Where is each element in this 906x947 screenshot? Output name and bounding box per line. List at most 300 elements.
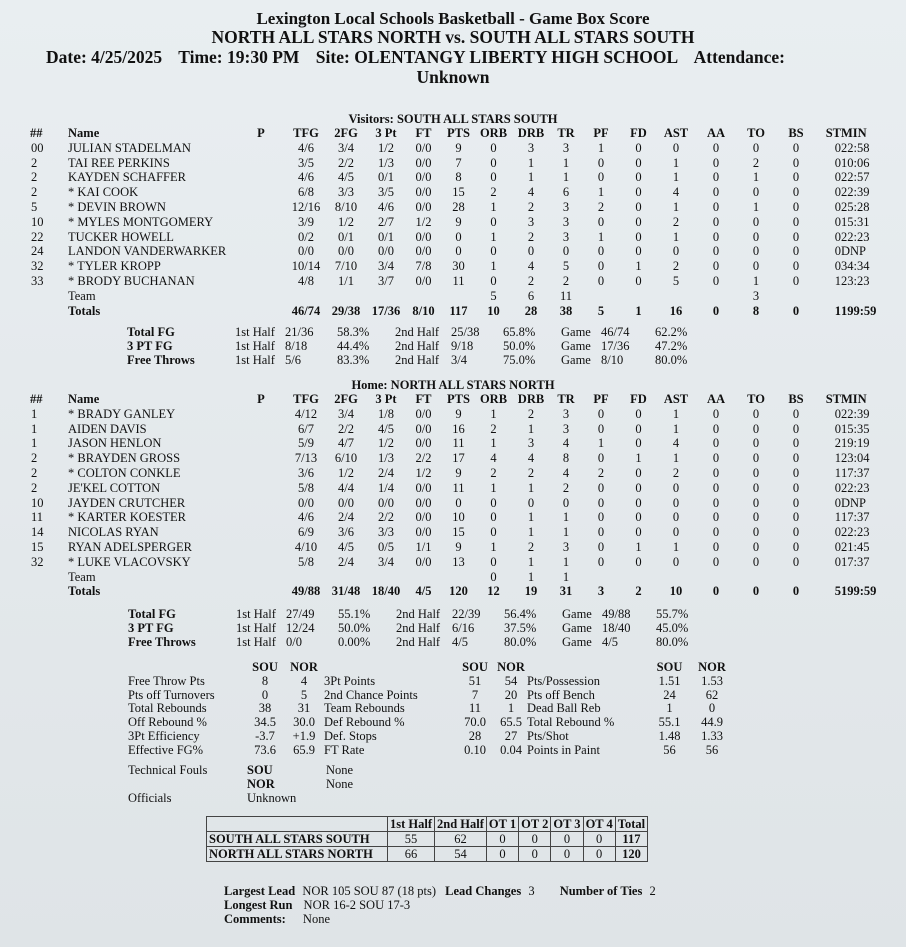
column-header-row xyxy=(30,126,895,141)
home-shooting-splits xyxy=(128,607,706,649)
attendance-label: Attendance: xyxy=(693,47,785,67)
visitors-box-table xyxy=(30,126,895,318)
stat-cell: 31 xyxy=(559,584,573,599)
split-value: 75.0% xyxy=(503,353,536,367)
stat-cell: 0 xyxy=(712,273,720,288)
ties-value: 2 xyxy=(649,884,656,898)
split-row xyxy=(128,621,706,635)
stat-cell: 0 xyxy=(752,259,760,274)
stat-cell: 0 xyxy=(490,525,497,540)
stat-cell: 21:45 xyxy=(841,539,870,554)
stat-label: Free Throw Pts xyxy=(128,673,205,688)
home-box-table xyxy=(30,392,895,599)
stat-cell: 3/5 xyxy=(378,185,394,200)
stat-cell: 0 xyxy=(490,170,497,185)
player-row xyxy=(30,141,895,156)
game-date: Date: 4/25/2025 xyxy=(46,47,163,67)
split-value: 2nd Half xyxy=(396,621,441,635)
stat-cell: 0 xyxy=(792,480,800,495)
split-value: 27/49 xyxy=(286,607,315,621)
stat-cell: 1 xyxy=(672,155,680,170)
stats-header: SOU xyxy=(252,660,278,674)
stat-value: 0.04 xyxy=(500,742,522,757)
period-header: OT 3 xyxy=(551,817,583,832)
stat-cell: 0/0 xyxy=(298,495,314,510)
stat-cell: 0 xyxy=(834,495,841,510)
split-row xyxy=(127,325,705,339)
player-row xyxy=(30,496,895,511)
stat-cell: 3/4 xyxy=(338,140,354,155)
stat-cell: 2 xyxy=(527,539,535,554)
attendance-value: Unknown xyxy=(416,67,490,87)
player-row xyxy=(30,200,895,215)
stat-cell: 5 xyxy=(490,288,497,303)
stat-cell: 0 xyxy=(752,140,760,155)
stat-cell: 0 xyxy=(490,244,497,259)
stat-cell: 6/8 xyxy=(298,185,314,200)
stat-cell: Team xyxy=(68,569,96,584)
period-score: 0 xyxy=(551,847,583,862)
stat-cell: 15 xyxy=(452,185,465,200)
split-value: 18/40 xyxy=(602,621,631,635)
player-row xyxy=(30,185,895,200)
stat-cell: 22:23 xyxy=(841,525,870,540)
stat-cell: 0 xyxy=(455,229,462,244)
stat-cell: 1 xyxy=(527,170,535,185)
stat-cell: 1 xyxy=(562,155,570,170)
stat-cell xyxy=(736,570,776,585)
stat-cell: 2 xyxy=(31,480,38,495)
player-name: * BRODY BUCHANAN xyxy=(68,273,195,288)
stat-cell: 49/88 xyxy=(291,584,321,599)
column-header: TR xyxy=(557,126,575,140)
stat-cell: 0 xyxy=(490,155,497,170)
stats-header: NOR xyxy=(698,660,726,674)
stat-cell: 3 xyxy=(562,406,570,421)
split-value: 62.2% xyxy=(655,325,688,339)
stat-cell: 0 xyxy=(597,510,605,525)
stat-cell: 0 xyxy=(752,214,760,229)
period-header: OT 4 xyxy=(583,817,615,832)
stat-cell: 33 xyxy=(31,273,44,288)
stat-cell: 3 xyxy=(527,140,535,155)
stat-cell xyxy=(621,570,656,585)
stat-cell: 1 xyxy=(31,421,38,436)
stats-row xyxy=(128,744,732,758)
stat-value: 55.1 xyxy=(658,715,681,730)
stat-cell: 1 xyxy=(562,554,570,569)
stats-header xyxy=(128,661,246,675)
stat-cell: 8 xyxy=(562,451,570,466)
period-score: 0 xyxy=(583,832,615,847)
stat-cell: 3/4 xyxy=(338,406,354,421)
total-score: 117 xyxy=(615,832,647,847)
stat-cell: 1 xyxy=(752,273,760,288)
stat-cell xyxy=(236,170,286,185)
stat-cell: 0 xyxy=(597,554,605,569)
stat-cell: 4/5 xyxy=(338,539,354,554)
stat-cell: 2/4 xyxy=(378,465,394,480)
stat-cell: 1 xyxy=(490,480,497,495)
stat-value: 1 xyxy=(666,701,673,716)
split-value: 47.2% xyxy=(655,339,688,353)
stat-cell: 0 xyxy=(712,259,720,274)
stat-cell xyxy=(816,289,841,304)
stat-cell: 0 xyxy=(635,554,642,569)
stat-cell: 28 xyxy=(524,303,538,318)
stat-cell: 0 xyxy=(490,569,497,584)
stat-cell: 0/0 xyxy=(415,554,432,569)
stat-cell: 2 xyxy=(527,406,535,421)
stat-cell: 0 xyxy=(455,244,462,259)
stat-cell: 2 xyxy=(31,185,38,200)
column-header: ST xyxy=(825,126,841,140)
stat-label: 2nd Chance Points xyxy=(324,687,418,702)
stat-cell: 5 xyxy=(672,273,680,288)
tech-fouls-sou-label: SOU xyxy=(247,763,273,777)
stat-cell: 2 xyxy=(597,465,605,480)
stat-cell: 4 xyxy=(672,185,680,200)
stat-cell: 9 xyxy=(455,214,462,229)
stat-cell: 1 xyxy=(672,406,680,421)
stats-header-row xyxy=(128,661,732,675)
stat-cell: 4/6 xyxy=(378,199,394,214)
stat-cell: 8/10 xyxy=(412,303,435,318)
stat-cell: 32 xyxy=(31,259,44,274)
stat-cell: 0 xyxy=(527,244,535,259)
stat-cell: 6/10 xyxy=(334,451,358,466)
stat-cell: 16 xyxy=(669,303,683,318)
stat-cell: 5/9 xyxy=(298,436,314,451)
stat-cell: 0/0 xyxy=(415,170,432,185)
stat-cell: 2/2 xyxy=(338,155,354,170)
player-name: * KAI COOK xyxy=(68,185,139,200)
period-header: OT 1 xyxy=(486,817,518,832)
stat-cell: 0 xyxy=(792,554,800,569)
stat-label: Pts/Shot xyxy=(527,728,569,743)
stat-cell: 0 xyxy=(752,584,760,599)
stat-value: 1.33 xyxy=(701,728,723,743)
stat-cell xyxy=(406,570,441,585)
stat-cell: 0 xyxy=(752,510,760,525)
stat-cell: 4 xyxy=(527,451,535,466)
stats-row xyxy=(128,675,732,689)
stat-cell xyxy=(236,304,286,319)
split-value: 49/88 xyxy=(602,607,631,621)
stat-cell: 00 xyxy=(31,140,44,155)
team-name: SOUTH ALL STARS SOUTH xyxy=(207,832,388,847)
stat-cell: 1 xyxy=(672,421,680,436)
stat-cell: 0 xyxy=(490,214,497,229)
stat-cell xyxy=(236,407,286,422)
stat-label: Total Rebounds xyxy=(128,701,207,716)
stat-cell: 1 xyxy=(562,170,570,185)
stat-cell: 0 xyxy=(635,480,642,495)
stat-value: 7 xyxy=(471,687,479,702)
stat-cell: 0 xyxy=(597,259,605,274)
stat-value: 1.51 xyxy=(658,673,681,688)
split-value: 1st Half xyxy=(235,339,275,353)
stat-cell: 1 xyxy=(834,465,841,480)
stat-value: +1.9 xyxy=(292,728,316,743)
stat-value: 1.53 xyxy=(701,673,723,688)
player-row xyxy=(30,466,895,481)
split-value: 4/5 xyxy=(452,635,468,649)
stat-cell: 0 xyxy=(752,480,760,495)
split-label: 3 PT FG xyxy=(128,621,174,635)
stat-cell: 0 xyxy=(712,170,720,185)
stat-cell xyxy=(776,289,816,304)
team-name: NORTH ALL STARS NORTH xyxy=(207,847,388,862)
stat-cell: 0 xyxy=(834,155,841,170)
stat-cell: 3/4 xyxy=(378,259,394,274)
player-row xyxy=(30,525,895,540)
player-name: TUCKER HOWELL xyxy=(68,229,174,244)
split-value: 3/4 xyxy=(451,353,467,367)
split-value: 50.0% xyxy=(338,621,371,635)
player-row xyxy=(30,230,895,245)
stat-cell: 0 xyxy=(752,229,760,244)
stat-label: FT Rate xyxy=(324,742,365,757)
stat-cell: 0 xyxy=(635,525,642,540)
stat-value: 31 xyxy=(297,701,311,716)
stat-cell: 1 xyxy=(527,554,535,569)
stat-cell: 0/0 xyxy=(415,244,432,259)
split-value: 45.0% xyxy=(656,621,689,635)
stats-header: SOU xyxy=(656,660,683,674)
stat-cell: 2 xyxy=(490,421,497,436)
stat-cell: 11 xyxy=(31,510,44,525)
stat-cell xyxy=(236,584,286,599)
totals-row xyxy=(30,584,895,599)
stat-cell: 16 xyxy=(452,421,465,436)
stat-cell: 10 xyxy=(452,510,465,525)
stat-cell xyxy=(581,570,621,585)
stat-cell: 4/5 xyxy=(338,170,354,185)
stat-cell: 0 xyxy=(635,170,642,185)
stat-value: 30.0 xyxy=(293,715,315,730)
stat-cell: 0 xyxy=(490,273,497,288)
lead-changes-label: Lead Changes xyxy=(445,884,522,898)
column-header: ## xyxy=(30,392,43,406)
stat-cell: 0 xyxy=(792,170,800,185)
stat-cell: 0 xyxy=(527,495,535,510)
stat-cell: 2 xyxy=(562,273,570,288)
player-row xyxy=(30,481,895,496)
stat-cell: 0 xyxy=(712,155,720,170)
stat-cell: 0 xyxy=(635,185,642,200)
stat-value: 56 xyxy=(705,742,719,757)
stat-cell: 3/9 xyxy=(298,214,314,229)
stat-value: -3.7 xyxy=(255,728,275,743)
stat-cell: 0 xyxy=(792,539,800,554)
stat-cell: 0 xyxy=(752,465,760,480)
stat-cell: 9 xyxy=(455,140,462,155)
stat-cell: 1 xyxy=(527,510,535,525)
column-header: ## xyxy=(30,126,43,140)
split-value: 2nd Half xyxy=(396,607,441,621)
stat-cell: 0 xyxy=(712,214,720,229)
stat-cell: 1/3 xyxy=(378,451,394,466)
column-header: 3 Pt xyxy=(375,392,397,406)
stat-cell xyxy=(816,570,841,585)
stat-cell: 3 xyxy=(562,421,570,436)
stat-cell xyxy=(841,570,895,585)
tech-fouls-nor-label: NOR xyxy=(247,777,275,791)
split-value: 17/36 xyxy=(601,339,630,353)
stat-cell: 0 xyxy=(455,495,462,510)
split-value: Game xyxy=(562,607,592,621)
stat-cell: 0 xyxy=(752,525,760,540)
stat-cell xyxy=(30,570,68,585)
stat-cell: 0 xyxy=(712,303,720,318)
period-score: 62 xyxy=(435,832,487,847)
stat-label: Pts off Turnovers xyxy=(128,687,215,702)
stat-cell: 0/1 xyxy=(378,229,394,244)
stat-cell: 29/38 xyxy=(331,303,361,318)
stat-cell: 0/0 xyxy=(415,525,432,540)
stat-cell: 1 xyxy=(672,170,680,185)
totals-row xyxy=(30,304,895,319)
stats-header xyxy=(324,661,455,675)
stat-label: Def. Stops xyxy=(324,728,377,743)
stat-cell: 11 xyxy=(452,436,465,451)
visitors-shooting-splits xyxy=(127,325,705,367)
stat-label: Dead Ball Reb xyxy=(527,701,601,716)
total-score: 120 xyxy=(615,847,647,862)
split-value: 0/0 xyxy=(286,635,302,649)
stat-cell: 1 xyxy=(527,480,535,495)
stat-cell: 7/10 xyxy=(334,259,358,274)
stat-cell: 2/4 xyxy=(338,554,354,569)
player-row xyxy=(30,244,895,259)
stat-cell: 30 xyxy=(452,259,465,274)
stat-cell: 199:59 xyxy=(841,303,877,318)
stat-cell: 4 xyxy=(562,465,570,480)
stat-value: 28 xyxy=(468,728,482,743)
stat-cell: 0 xyxy=(712,554,720,569)
stat-cell: 4 xyxy=(562,436,570,451)
stat-cell: 8/10 xyxy=(334,199,358,214)
column-header: PF xyxy=(593,392,609,406)
player-row xyxy=(30,274,895,289)
stat-cell: 0/0 xyxy=(415,436,432,451)
column-header: P xyxy=(257,392,265,406)
stat-cell: 0/0 xyxy=(415,273,432,288)
stat-cell: Totals xyxy=(68,303,101,318)
team-row xyxy=(30,289,895,304)
split-value: 1st Half xyxy=(235,353,275,367)
stat-cell: 1/2 xyxy=(378,436,394,451)
stat-cell: 0 xyxy=(834,539,841,554)
stat-cell: 5 xyxy=(597,303,605,318)
team-row xyxy=(30,570,895,585)
stat-cell: 1 xyxy=(490,539,497,554)
stat-cell: 0 xyxy=(792,584,800,599)
stat-cell: 2 xyxy=(527,199,535,214)
stat-cell: 0 xyxy=(712,244,720,259)
stat-cell: DNP xyxy=(841,244,867,259)
stat-value: 5 xyxy=(300,687,308,702)
stat-cell: 0 xyxy=(834,229,841,244)
stat-cell: 6/7 xyxy=(298,421,314,436)
player-row xyxy=(30,170,895,185)
stat-cell: 0 xyxy=(752,436,760,451)
stat-cell: 3/3 xyxy=(378,525,394,540)
stat-cell: 10 xyxy=(31,214,44,229)
stat-cell: 0 xyxy=(562,244,570,259)
stat-cell: 0 xyxy=(792,451,800,466)
stat-cell: 2/4 xyxy=(338,510,354,525)
period-score: 0 xyxy=(519,847,551,862)
stat-cell xyxy=(30,304,68,319)
stat-cell: 1 xyxy=(597,140,605,155)
player-name: NICOLAS RYAN xyxy=(68,525,159,540)
ties-label: Number of Ties xyxy=(559,884,643,898)
stats-row xyxy=(128,689,732,703)
column-header: 2FG xyxy=(334,392,358,406)
player-name: TAI REE PERKINS xyxy=(68,155,170,170)
stat-cell: 0 xyxy=(792,273,800,288)
stat-cell xyxy=(326,289,366,304)
stat-cell: 1/3 xyxy=(378,155,394,170)
stat-cell: 11 xyxy=(559,288,573,303)
stat-cell: 0 xyxy=(635,495,642,510)
stat-label: Points in Paint xyxy=(527,742,600,757)
stat-value: 4 xyxy=(300,673,308,688)
stat-cell: 1 xyxy=(834,451,841,466)
stat-cell: 0 xyxy=(712,584,720,599)
split-value: 1st Half xyxy=(235,325,275,339)
column-header: PF xyxy=(593,126,609,140)
stat-cell: 22 xyxy=(31,229,44,244)
split-value: 8/10 xyxy=(601,353,624,367)
stat-cell: 0 xyxy=(792,155,800,170)
stat-cell: 15:31 xyxy=(841,214,870,229)
split-value: 1st Half xyxy=(236,607,276,621)
stat-cell: 0 xyxy=(597,170,605,185)
column-header: MIN xyxy=(841,126,867,140)
stat-cell: 0/0 xyxy=(338,495,354,510)
stat-cell: 0 xyxy=(834,421,841,436)
period-header: 1st Half xyxy=(388,817,435,832)
stat-cell: 0 xyxy=(752,406,760,421)
stat-cell: 2 xyxy=(752,155,760,170)
stat-cell: 15:35 xyxy=(841,421,870,436)
stat-cell xyxy=(776,570,816,585)
stat-cell: 22:23 xyxy=(841,480,870,495)
player-name: * BRADY GANLEY xyxy=(68,406,176,421)
stat-cell: 3 xyxy=(562,199,570,214)
stat-cell: 0 xyxy=(712,199,720,214)
stat-cell: 6 xyxy=(527,288,535,303)
stat-cell: 4 xyxy=(527,185,535,200)
period-score: 55 xyxy=(388,832,435,847)
stat-cell: 0 xyxy=(490,510,497,525)
column-header: TFG xyxy=(293,392,319,406)
stat-cell: 4/5 xyxy=(378,421,394,436)
split-value: 56.4% xyxy=(504,607,537,621)
stat-cell: 1 xyxy=(527,525,535,540)
split-value: 58.3% xyxy=(337,325,370,339)
comments-line xyxy=(224,912,330,927)
column-header: TR xyxy=(557,392,575,406)
stat-cell: 0 xyxy=(792,229,800,244)
stat-cell: 0 xyxy=(712,229,720,244)
stat-cell: 0 xyxy=(597,155,605,170)
stat-cell: 1 xyxy=(672,199,680,214)
split-row xyxy=(127,339,705,353)
